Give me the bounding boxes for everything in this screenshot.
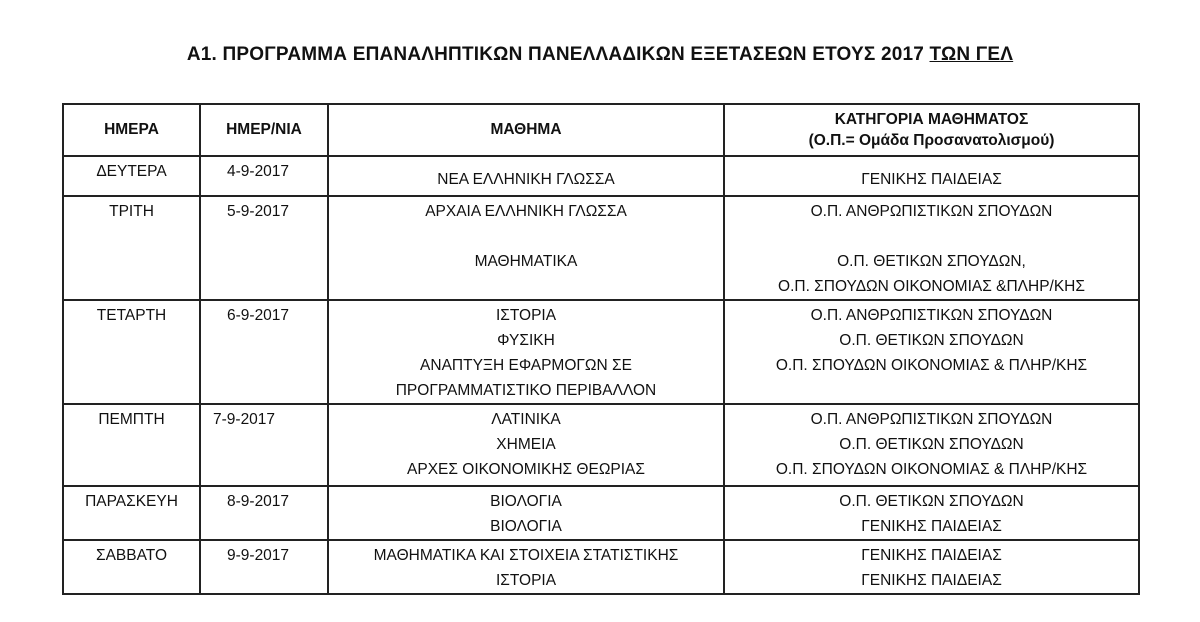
table-row bbox=[63, 540, 1139, 594]
subject-item: ΜΑΘΗΜΑΤΙΚΑ bbox=[474, 253, 578, 270]
subject-item: ΑΝΑΠΤΥΞΗ ΕΦΑΡΜΟΓΩΝ ΣΕ bbox=[420, 357, 632, 374]
subject-item: ΧΗΜΕΙΑ bbox=[496, 436, 556, 453]
category-item: Ο.Π. ΑΝΘΡΩΠΙΣΤΙΚΩΝ ΣΠΟΥΔΩΝ bbox=[810, 203, 1053, 220]
table-row bbox=[63, 404, 1139, 486]
row-day: ΠΑΡΑΣΚΕΥΗ bbox=[63, 486, 200, 540]
row-categories bbox=[724, 486, 1139, 540]
category-item: Ο.Π. ΣΠΟΥΔΩΝ ΟΙΚΟΝΟΜΙΑΣ &ΠΛΗΡ/ΚΗΣ bbox=[778, 278, 1085, 295]
category-item: ΓΕΝΙΚΗΣ ΠΑΙΔΕΙΑΣ bbox=[861, 572, 1002, 589]
category-item: Ο.Π. ΑΝΘΡΩΠΙΣΤΙΚΩΝ ΣΠΟΥΔΩΝ bbox=[810, 307, 1053, 324]
row-categories bbox=[724, 540, 1139, 594]
row-subjects bbox=[328, 540, 724, 594]
subject-item: ΦΥΣΙΚΗ bbox=[497, 332, 555, 349]
row-day: ΠΕΜΠΤΗ bbox=[63, 404, 200, 486]
subject-item: ΑΡΧΕΣ ΟΙΚΟΝΟΜΙΚΗΣ ΘΕΩΡΙΑΣ bbox=[407, 461, 645, 478]
row-day: ΣΑΒΒΑΤΟ bbox=[63, 540, 200, 594]
row-categories bbox=[724, 156, 1139, 196]
title-underlined: ΤΩΝ ΓΕΛ bbox=[929, 44, 1014, 65]
row-categories bbox=[724, 196, 1139, 300]
page-title bbox=[0, 44, 1200, 66]
header-category-line2: (Ο.Π.= Ομάδα Προσανατολισμού) bbox=[808, 132, 1055, 149]
row-date: 5-9-2017 bbox=[200, 196, 328, 300]
row-subjects bbox=[328, 300, 724, 404]
header-date: ΗΜΕΡ/ΝΙΑ bbox=[200, 104, 328, 156]
table-row bbox=[63, 156, 1139, 196]
row-day: ΔΕΥΤΕΡΑ bbox=[63, 156, 200, 196]
row-subjects bbox=[328, 196, 724, 300]
table-row bbox=[63, 486, 1139, 540]
header-category bbox=[724, 104, 1139, 156]
row-date: 9-9-2017 bbox=[200, 540, 328, 594]
subject-item: ΝΕΑ ΕΛΛΗΝΙΚΗ ΓΛΩΣΣΑ bbox=[437, 171, 615, 188]
title-main: Α1. ΠΡΟΓΡΑΜΜΑ ΕΠΑΝΑΛΗΠΤΙΚΩΝ ΠΑΝΕΛΛΑΔΙΚΩΝ ΕΞΕΤΑΣΕΩΝ ΕΤΟΥΣ 2017 bbox=[186, 44, 930, 65]
row-date: 7-9-2017 bbox=[200, 404, 328, 486]
category-item: Ο.Π. ΘΕΤΙΚΩΝ ΣΠΟΥΔΩΝ bbox=[839, 493, 1024, 510]
row-subjects bbox=[328, 486, 724, 540]
header-subject: ΜΑΘΗΜΑ bbox=[328, 104, 724, 156]
row-categories bbox=[724, 300, 1139, 404]
category-item: ΓΕΝΙΚΗΣ ΠΑΙΔΕΙΑΣ bbox=[861, 547, 1002, 564]
category-item: ΓΕΝΙΚΗΣ ΠΑΙΔΕΙΑΣ bbox=[861, 171, 1002, 188]
category-item: Ο.Π. ΣΠΟΥΔΩΝ ΟΙΚΟΝΟΜΙΑΣ & ΠΛΗΡ/ΚΗΣ bbox=[775, 357, 1088, 374]
header-category-line1: ΚΑΤΗΓΟΡΙΑ ΜΑΘΗΜΑΤΟΣ bbox=[834, 111, 1029, 128]
row-subjects bbox=[328, 156, 724, 196]
category-item: Ο.Π. ΘΕΤΙΚΩΝ ΣΠΟΥΔΩΝ bbox=[839, 332, 1024, 349]
row-date: 4-9-2017 bbox=[200, 156, 328, 196]
subject-item: ΑΡΧΑΙΑ ΕΛΛΗΝΙΚΗ ΓΛΩΣΣΑ bbox=[425, 203, 627, 220]
row-subjects bbox=[328, 404, 724, 486]
category-item: Ο.Π. ΘΕΤΙΚΩΝ ΣΠΟΥΔΩΝ, bbox=[837, 253, 1026, 270]
subject-item: ΒΙΟΛΟΓΙΑ bbox=[490, 518, 562, 535]
row-day: ΤΕΤΑΡΤΗ bbox=[63, 300, 200, 404]
header-day: ΗΜΕΡΑ bbox=[63, 104, 200, 156]
row-date: 8-9-2017 bbox=[200, 486, 328, 540]
category-item: ΓΕΝΙΚΗΣ ΠΑΙΔΕΙΑΣ bbox=[861, 518, 1002, 535]
subject-item: ΜΑΘΗΜΑΤΙΚΑ ΚΑΙ ΣΤΟΙΧΕΙΑ ΣΤΑΤΙΣΤΙΚΗΣ bbox=[373, 547, 679, 564]
subject-item: ΙΣΤΟΡΙΑ bbox=[495, 307, 557, 324]
subject-item: ΠΡΟΓΡΑΜΜΑΤΙΣΤΙΚΟ ΠΕΡΙΒΑΛΛΟΝ bbox=[395, 382, 657, 399]
subject-item: ΙΣΤΟΡΙΑ bbox=[495, 572, 557, 589]
row-date: 6-9-2017 bbox=[200, 300, 328, 404]
subject-item: ΒΙΟΛΟΓΙΑ bbox=[490, 493, 562, 510]
subject-item: ΛΑΤΙΝΙΚΑ bbox=[491, 411, 561, 428]
row-categories bbox=[724, 404, 1139, 486]
table-row bbox=[63, 196, 1139, 300]
category-item: Ο.Π. ΘΕΤΙΚΩΝ ΣΠΟΥΔΩΝ bbox=[839, 436, 1024, 453]
row-day: ΤΡΙΤΗ bbox=[63, 196, 200, 300]
table-row bbox=[63, 300, 1139, 404]
exam-schedule-table bbox=[62, 103, 1140, 595]
category-item: Ο.Π. ΑΝΘΡΩΠΙΣΤΙΚΩΝ ΣΠΟΥΔΩΝ bbox=[810, 411, 1053, 428]
table-header-row bbox=[63, 104, 1139, 156]
category-item: Ο.Π. ΣΠΟΥΔΩΝ ΟΙΚΟΝΟΜΙΑΣ & ΠΛΗΡ/ΚΗΣ bbox=[775, 461, 1088, 478]
